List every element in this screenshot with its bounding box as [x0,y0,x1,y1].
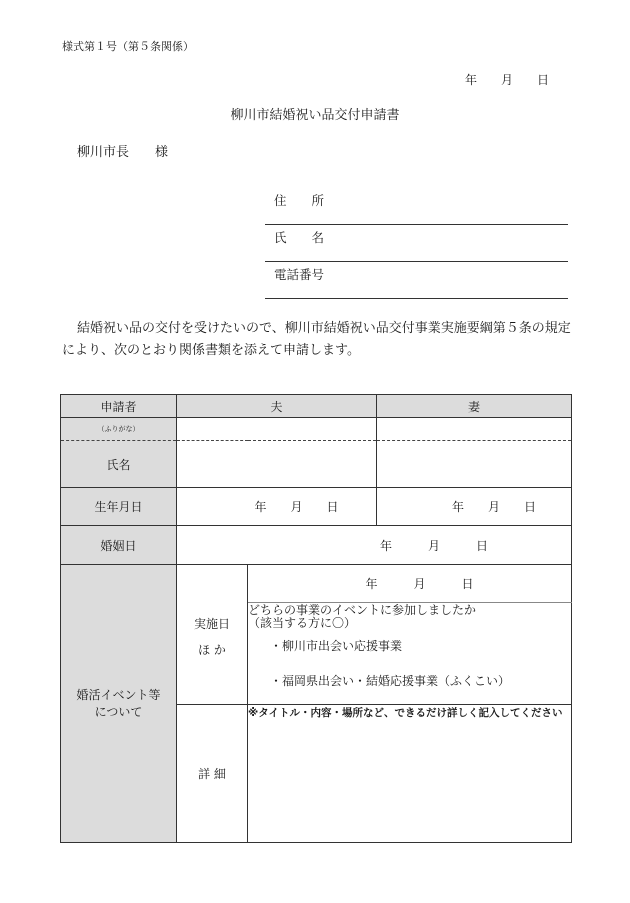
application-table [60,394,572,843]
name-field[interactable] [265,225,568,262]
event-question-line1: どちらの事業のイベントに参加しましたか [248,603,477,617]
marriage-date: 年 月 日 [380,538,489,553]
event-question-cell [248,603,572,633]
event-date-row [61,565,572,603]
wife-birthdate: 年 月 日 [452,500,537,514]
option-fukuoka[interactable]: ・福岡県出会い・結婚応援事業（ふくこい） [270,673,511,688]
marriage-date-row [61,526,572,565]
table-header-row [61,395,572,418]
husband-furigana-cell[interactable] [177,418,377,441]
implementation-line2: ほ か [198,642,226,657]
birthdate-row [61,488,572,526]
implementation-label [177,565,248,705]
phone-field[interactable] [265,262,568,299]
form-number: 様式第１号（第５条関係） [62,40,194,53]
wife-header: 妻 [377,395,572,418]
name-row-label: 氏名 [61,441,177,488]
applicant-info-block [265,188,568,299]
application-date: 年 月 日 [465,73,550,87]
name-row [61,441,572,488]
event-date-cell[interactable] [248,565,572,603]
event-question-line2: （該当する方に〇） [248,616,357,630]
furigana-row [61,418,572,441]
marriage-date-label: 婚姻日 [61,526,177,565]
event-section-label [61,565,177,843]
option-yanagawa[interactable]: ・柳川市出会い応援事業 [270,638,403,653]
details-label: 詳 細 [177,705,248,843]
name-label: 氏 名 [274,230,325,245]
address-label: 住 所 [274,193,325,208]
applicant-header: 申請者 [61,395,177,418]
wife-name-cell[interactable] [377,441,572,488]
event-label-line2: について [94,704,143,719]
furigana-label: （ふりがな） [61,418,177,441]
document-title: 柳川市結婚祝い品交付申請書 [230,108,400,123]
husband-birthdate-cell[interactable] [177,488,377,526]
details-note: ※タイトル・内容・場所など、できるだけ詳しく記入してください [248,707,563,719]
husband-header: 夫 [177,395,377,418]
husband-name-cell[interactable] [177,441,377,488]
application-statement: 結婚祝い品の交付を受けたいので、柳川市結婚祝い品交付事業実施要綱第５条の規定により、次のとおり関係書類を添えて申請します。 [62,321,571,358]
event-date: 年 月 日 [365,577,474,591]
wife-birthdate-cell[interactable] [377,488,572,526]
wife-furigana-cell[interactable] [377,418,572,441]
addressee: 柳川市長 様 [77,145,169,160]
implementation-line1: 実施日 [193,616,230,631]
event-label-line1: 婚活イベント等 [76,687,161,702]
marriage-date-cell[interactable] [177,526,572,565]
details-cell[interactable] [248,705,572,843]
birthdate-label: 生年月日 [61,488,177,526]
address-field[interactable] [265,188,568,225]
phone-label: 電話番号 [274,267,325,282]
husband-birthdate: 年 月 日 [254,500,339,514]
event-options-cell [248,633,572,705]
